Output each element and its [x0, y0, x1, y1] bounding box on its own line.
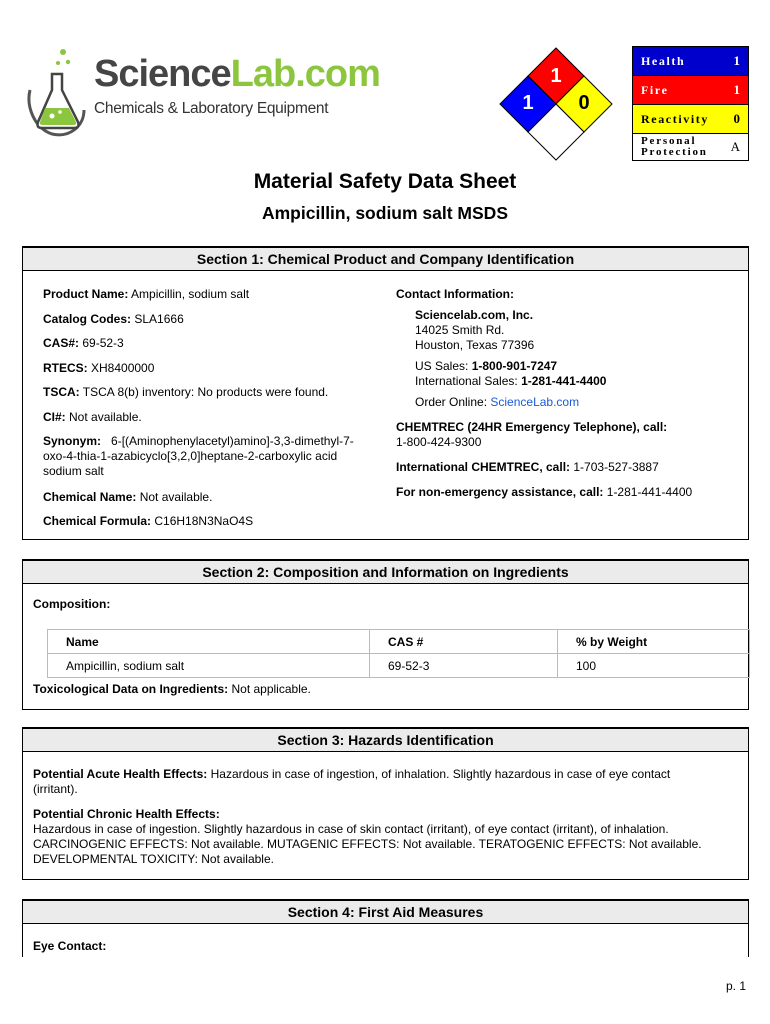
hmis-health-label: Health [641, 53, 686, 68]
section-1 [22, 246, 749, 540]
ingredient-cas: 69-52-3 [370, 654, 558, 678]
eye-contact-label: Eye Contact: [33, 939, 107, 953]
section-4-heading: Section 4: First Aid Measures [23, 901, 748, 924]
synonym-field: Synonym: 6-[(Aminophenylacetyl)amino]-3,3-dimethyl-7- oxo-4-thia-1-azabicyclo[3,2,0]heptane-2-carboxylic acid sodium salt [43, 434, 354, 478]
catalog-codes-field: Catalog Codes: SLA1666 [43, 312, 184, 326]
hmis-ppe-label: Personal Protection [641, 135, 708, 158]
hmis-fire-label: Fire [641, 82, 669, 97]
composition-label: Composition: [33, 597, 111, 611]
hmis-reactivity-label: Reactivity [641, 111, 709, 126]
toxicological-data-field: Toxicological Data on Ingredients: Not applicable. [33, 682, 311, 696]
nfpa-fire-value: 1 [550, 65, 562, 87]
intl-chemtrec-field: International CHEMTREC, call: 1-703-527-3887 [396, 460, 659, 474]
logo-tagline: Chemicals & Laboratory Equipment [94, 100, 329, 117]
section-2 [22, 559, 749, 710]
cas-field: CAS#: 69-52-3 [43, 336, 124, 350]
hmis-health-value: 1 [733, 53, 740, 68]
acute-effects-paragraph: Potential Acute Health Effects: Hazardous in case of ingestion, of inhalation. Slightly hazardous in case of eye contact (irritant). [33, 767, 671, 796]
hmis-ppe-value: A [730, 139, 740, 154]
chronic-effects-paragraph: Potential Chronic Health Effects: Hazardous in case of ingestion. Slightly hazardous in case of skin contact (irritant), of eye contact (irritant), of inhalation. CARCINOGENIC EFFECTS: Not available. MUTAGENIC EFFECTS: Not available. TERATOGENIC EFFECTS: Not available. DEVELOPMENTAL TOXICITY: Not available. [33, 807, 702, 866]
sciencelab-link[interactable]: ScienceLab.com [490, 395, 580, 409]
table-row [48, 654, 750, 678]
chemtrec-phone: 1-800-424-9300 [396, 435, 482, 449]
table-header-row [48, 630, 750, 654]
hmis-ppe-row [633, 134, 748, 160]
document-title: Material Safety Data Sheet [253, 170, 517, 193]
hmis-reactivity-row [633, 105, 748, 134]
non-emergency-field: For non-emergency assistance, call: 1-281-441-4400 [396, 485, 693, 499]
column-header-name: Name [48, 630, 370, 654]
page-number: p. 1 [725, 979, 746, 993]
composition-table [47, 629, 750, 678]
tsca-field: TSCA: TSCA 8(b) inventory: No products were found. [43, 385, 329, 399]
company-address-2: Houston, Texas 77396 [415, 338, 535, 352]
company-name: Sciencelab.com, Inc. [415, 308, 534, 322]
column-header-weight: % by Weight [558, 630, 750, 654]
column-header-cas: CAS # [370, 630, 558, 654]
product-name-field: Product Name: Ampicillin, sodium salt [43, 287, 250, 301]
hmis-reactivity-value: 0 [733, 111, 740, 126]
hmis-fire-row [633, 76, 748, 105]
order-online-field: Order Online: ScienceLab.com [415, 395, 580, 409]
nfpa-reactivity-value: 0 [578, 92, 590, 114]
intl-sales-field: International Sales: 1-281-441-4400 [415, 374, 607, 388]
section-4 [22, 899, 749, 957]
hmis-rating-table [632, 46, 749, 161]
rtecs-field: RTECS: XH8400000 [43, 361, 155, 375]
section-3-heading: Section 3: Hazards Identification [23, 729, 748, 752]
hmis-health-row [633, 47, 748, 76]
chemtrec-label: CHEMTREC (24HR Emergency Telephone), call: [396, 420, 668, 434]
section-1-heading: Section 1: Chemical Product and Company Identification [23, 248, 748, 271]
ci-field: CI#: Not available. [43, 410, 142, 424]
sciencelab-logo [22, 46, 380, 142]
section-3 [22, 727, 749, 880]
nfpa-diamond [498, 46, 614, 164]
flask-icon [22, 46, 92, 142]
document-subtitle: Ampicillin, sodium salt MSDS [261, 203, 508, 223]
section-2-heading: Section 2: Composition and Information on Ingredients [23, 561, 748, 584]
chemical-name-field: Chemical Name: Not available. [43, 490, 213, 504]
contact-info-label: Contact Information: [396, 287, 514, 301]
ingredient-weight: 100 [558, 654, 750, 678]
hmis-fire-value: 1 [733, 82, 740, 97]
logo-wordmark: ScienceLab.com [94, 53, 380, 95]
company-address-1: 14025 Smith Rd. [415, 323, 505, 337]
nfpa-health-value: 1 [522, 92, 534, 114]
ingredient-name: Ampicillin, sodium salt [48, 654, 370, 678]
us-sales-field: US Sales: 1-800-901-7247 [415, 359, 558, 373]
chemical-formula-field: Chemical Formula: C16H18N3NaO4S [43, 514, 254, 528]
